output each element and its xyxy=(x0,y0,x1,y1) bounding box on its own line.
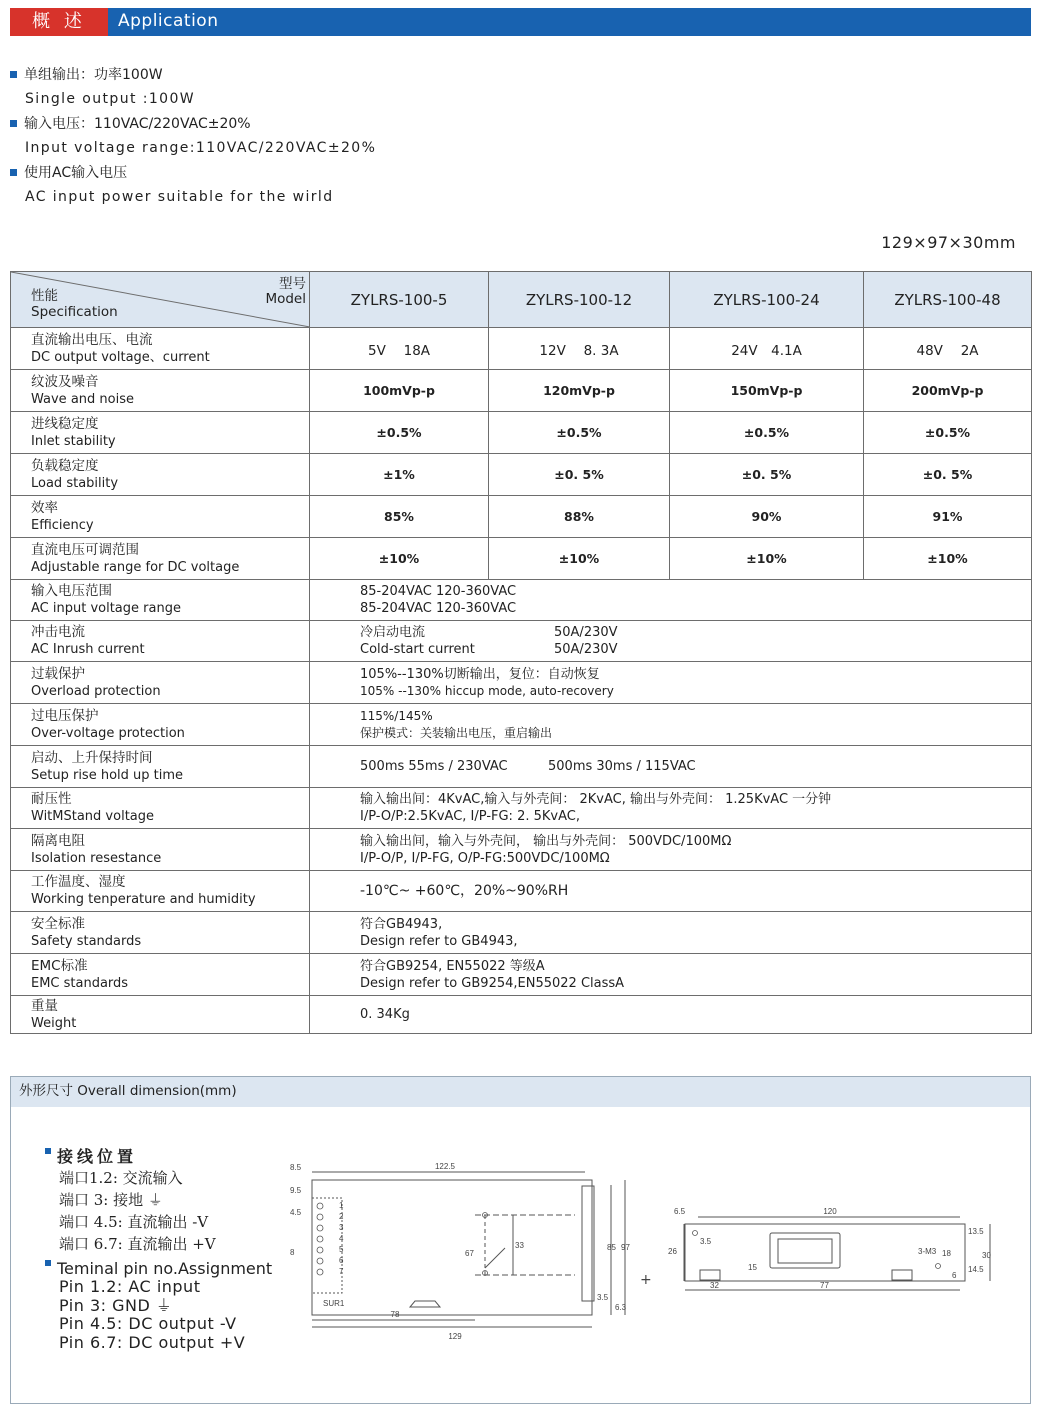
cell-text: Cold-start current xyxy=(360,642,475,657)
table-cell: 120mVp-p xyxy=(489,370,670,412)
table-cell: ±10% xyxy=(864,538,1032,580)
table-row xyxy=(11,829,1032,871)
bullet-en: AC input power suitable for the wirld xyxy=(25,189,334,205)
table-row xyxy=(11,704,1032,746)
table-cell: ±0. 5% xyxy=(670,454,864,496)
dim-r: 30 xyxy=(982,1251,991,1260)
row-label-en: Weight xyxy=(31,1015,77,1031)
dim-small: 8.5 xyxy=(290,1163,302,1172)
bullet-square-icon xyxy=(10,120,17,127)
bullet-cn: 单组输出：功率100W xyxy=(24,67,163,83)
row-label-cn: 直流输出电压、电流 xyxy=(31,331,153,348)
row-label-cn: 隔离电阻 xyxy=(31,832,85,849)
table-cell: ±0. 5% xyxy=(489,454,670,496)
section-title-cn: 概 述 xyxy=(10,8,108,36)
row-label-cn: 纹波及噪音 xyxy=(31,373,99,390)
bullet-square-icon xyxy=(45,1260,51,1266)
pin-number: 1 xyxy=(339,1201,344,1210)
dim-r: 13.5 xyxy=(968,1227,984,1236)
cell-line: 输入输出间：4KvAC,输入与外壳间： 2KvAC, 输出与外壳间： 1.25KvAC 一分钟 xyxy=(360,792,832,807)
dim-h1: 85 xyxy=(607,1243,616,1252)
row-label-en: Safety standards xyxy=(31,933,142,949)
dim-15: 15 xyxy=(748,1263,757,1272)
cell-line: 保护模式：关装输出电压，重启输出 xyxy=(360,725,553,740)
table-cell: ±0.5% xyxy=(310,412,489,454)
pin-item-cn: 端口 4.5: 直流输出 -V xyxy=(59,1213,209,1231)
bullet-square-icon xyxy=(10,169,17,176)
cell-line: 105%--130%切断输出，复位：自动恢复 xyxy=(360,666,600,682)
model-header: ZYLRS-100-5 xyxy=(310,272,489,328)
cell-line: Design refer to GB9254,EN55022 ClassA xyxy=(360,975,625,991)
table-row xyxy=(11,788,1032,829)
dim-65: 6.5 xyxy=(674,1207,686,1216)
model-header: ZYLRS-100-24 xyxy=(670,272,864,328)
table-row xyxy=(11,496,1032,538)
table-cell: 100mVp-p xyxy=(310,370,489,412)
table-row xyxy=(11,912,1032,954)
cell-line: 85-204VAC 120-360VAC xyxy=(360,601,517,616)
table-cell: 12V 8. 3A xyxy=(489,328,670,370)
dim-77: 77 xyxy=(820,1281,829,1290)
table-row xyxy=(11,996,1032,1034)
cell-line: 0. 34Kg xyxy=(360,1007,410,1022)
row-label-en: Wave and noise xyxy=(31,391,134,407)
row-label-cn: 耐压性 xyxy=(31,791,72,807)
row-label-en: Adjustable range for DC voltage xyxy=(31,559,240,575)
row-label-en: DC output voltage、current xyxy=(31,349,210,365)
row-label-en: WitMStand voltage xyxy=(31,809,155,824)
row-label-en: AC input voltage range xyxy=(31,601,181,616)
model-header: ZYLRS-100-48 xyxy=(864,272,1032,328)
row-label-cn: 过载保护 xyxy=(31,665,85,682)
table-cell: 150mVp-p xyxy=(670,370,864,412)
dim-sub: 78 xyxy=(390,1310,400,1319)
pin-item-en: Pin 1.2: AC input xyxy=(59,1277,201,1296)
cell-text: 500ms 55ms / 230VAC xyxy=(360,759,508,774)
overall-dimension-title: 外形尺寸 Overall dimension(mm) xyxy=(11,1077,1030,1107)
cell-line: I/P-O/P:2.5KvAC, I/P-FG: 2. 5KvAC, xyxy=(360,809,580,824)
table-cell: ±10% xyxy=(670,538,864,580)
table-cell: ±0. 5% xyxy=(864,454,1032,496)
row-label-en: Over-voltage protection xyxy=(31,725,185,741)
table-cell: ±0.5% xyxy=(489,412,670,454)
table-cell: ±0.5% xyxy=(864,412,1032,454)
bullet-2 xyxy=(10,115,376,157)
dim-width: 120 xyxy=(823,1207,837,1216)
model-label-en: Model xyxy=(265,291,306,307)
bullet-square-icon xyxy=(45,1148,51,1154)
dim-m35: 3.5 xyxy=(700,1237,712,1246)
dim-32: 32 xyxy=(710,1281,719,1290)
table-cell: ±0.5% xyxy=(670,412,864,454)
table-row xyxy=(11,621,1032,662)
cell-line: 符合GB4943, xyxy=(360,916,443,932)
pin-item-en: Pin 4.5: DC output -V xyxy=(59,1314,237,1333)
table-cell: 24V 4.1A xyxy=(670,328,864,370)
pin-number: 4 xyxy=(339,1234,344,1243)
cell-line: 115%/145% xyxy=(360,708,433,723)
cell-line: Design refer to GB4943, xyxy=(360,933,518,949)
cell-line: I/P-O/P, I/P-FG, O/P-FG:500VDC/100MΩ xyxy=(360,850,610,866)
dim-small: 4.5 xyxy=(290,1208,302,1217)
plus-sign: + xyxy=(640,1272,652,1288)
bullet-1 xyxy=(10,66,195,108)
pin-assignment xyxy=(45,1144,272,1352)
table-row xyxy=(11,454,1032,496)
table-row xyxy=(11,662,1032,704)
dim-63: 6.3 xyxy=(615,1303,627,1312)
table-row xyxy=(11,746,1032,788)
pin-item-cn: 端口 6.7: 直流输出 +V xyxy=(59,1235,216,1253)
row-label-cn: 进线稳定度 xyxy=(31,415,99,432)
dim-m3: 3-M3 xyxy=(918,1247,937,1256)
bullet-cn: 输入电压：110VAC/220VAC±20% xyxy=(24,116,251,132)
cell-text: 冷启动电流 xyxy=(360,625,426,640)
dim-h2: 97 xyxy=(621,1243,630,1252)
pin-title-cn: 接线位置 xyxy=(57,1147,138,1166)
table-cell: ±10% xyxy=(489,538,670,580)
row-label-cn: 直流电压可调范围 xyxy=(31,541,139,558)
dim-v67: 67 xyxy=(465,1249,474,1258)
row-label-cn: 负载稳定度 xyxy=(31,457,99,474)
dim-v33: 33 xyxy=(515,1241,524,1250)
dim-length: 129 xyxy=(448,1332,462,1341)
model-label-cn: 型号 xyxy=(279,276,306,292)
pin-item-en: Pin 3: GND ⏚ xyxy=(59,1295,173,1315)
table-cell: 90% xyxy=(670,496,864,538)
side-view-drawing xyxy=(660,1206,1005,1296)
table-row xyxy=(11,871,1032,912)
pin-item-cn: 端口 3: 接地 ⏚ xyxy=(59,1191,163,1209)
spec-label-cn: 性能 xyxy=(31,288,58,304)
table-cell: 48V 2A xyxy=(864,328,1032,370)
dim-small: 8 xyxy=(290,1248,295,1257)
row-label-cn: EMC标准 xyxy=(31,957,88,974)
row-label-en: Overload protection xyxy=(31,683,161,699)
row-label-cn: 工作温度、湿度 xyxy=(31,874,126,890)
dim-r: 6 xyxy=(952,1271,957,1280)
row-label-cn: 过电压保护 xyxy=(31,707,99,724)
bullet-cn: 使用AC输入电压 xyxy=(24,165,128,181)
cell-text: 50A/230V xyxy=(554,642,618,657)
pin-number: 2 xyxy=(339,1212,344,1221)
pin-title-en: Teminal pin no.Assignment xyxy=(57,1259,273,1278)
section-header xyxy=(10,8,1031,36)
cell-line: -10℃~ +60℃，20%~90%RH xyxy=(360,882,569,899)
bullet-3 xyxy=(10,164,334,206)
cell-line: 105% --130% hiccup mode, auto-recovery xyxy=(360,683,614,698)
spec-label-en: Specification xyxy=(31,304,118,320)
table-row xyxy=(11,538,1032,580)
terminal-label: SUR1 xyxy=(323,1299,345,1308)
bullet-square-icon xyxy=(10,71,17,78)
dim-r: 18 xyxy=(942,1249,951,1258)
row-label-en: Inlet stability xyxy=(31,433,116,449)
pin-number: 6 xyxy=(339,1256,344,1265)
spec-table xyxy=(10,271,1032,1034)
cell-text: 50A/230V xyxy=(554,625,618,640)
table-row xyxy=(11,328,1032,370)
table-row xyxy=(11,412,1032,454)
table-cell: ±10% xyxy=(310,538,489,580)
bullet-en: Single output :100W xyxy=(25,91,195,107)
pin-item-en: Pin 6.7: DC output +V xyxy=(59,1332,246,1352)
product-dimensions: 129×97×30mm xyxy=(881,233,1016,252)
table-cell: ±1% xyxy=(310,454,489,496)
dim-35: 3.5 xyxy=(597,1293,609,1302)
pin-number: 3 xyxy=(339,1223,344,1232)
top-view-outline xyxy=(312,1180,592,1315)
pin-number: 7 xyxy=(339,1267,344,1276)
dim-r: 14.5 xyxy=(968,1265,984,1274)
table-row xyxy=(11,370,1032,412)
row-label-cn: 输入电压范围 xyxy=(31,583,112,599)
row-label-cn: 安全标准 xyxy=(31,915,85,932)
row-label-en: Isolation resestance xyxy=(31,850,162,866)
pin-item-cn: 端口1.2: 交流输入 xyxy=(59,1169,183,1187)
row-label-cn: 效率 xyxy=(31,499,58,516)
table-header-row xyxy=(11,272,1032,328)
row-label-cn: 重量 xyxy=(31,997,58,1014)
cell-text: 500ms 30ms / 115VAC xyxy=(548,759,696,774)
row-label-en: Setup rise hold up time xyxy=(31,767,184,783)
row-label-en: AC Inrush current xyxy=(31,642,145,657)
dim-small: 9.5 xyxy=(290,1186,302,1195)
dim-width: 122.5 xyxy=(434,1162,456,1171)
section-title-en: Application xyxy=(118,11,219,31)
cell-line: 符合GB9254, EN55022 等级A xyxy=(360,958,545,974)
row-label-en: Efficiency xyxy=(31,517,94,533)
table-cell: 91% xyxy=(864,496,1032,538)
table-row xyxy=(11,954,1032,996)
model-header: ZYLRS-100-12 xyxy=(489,272,670,328)
row-label-cn: 冲击电流 xyxy=(31,624,85,640)
table-cell: 5V 18A xyxy=(310,328,489,370)
row-label-en: EMC standards xyxy=(31,975,129,991)
spec-model-corner xyxy=(11,272,310,328)
row-label-cn: 启动、上升保持时间 xyxy=(31,749,153,766)
row-label-en: Working tenperature and humidity xyxy=(31,892,256,907)
cell-line: 85-204VAC 120-360VAC xyxy=(360,584,517,599)
row-label-en: Load stability xyxy=(31,475,119,491)
table-cell: 200mVp-p xyxy=(864,370,1032,412)
table-cell: 88% xyxy=(489,496,670,538)
table-cell: 85% xyxy=(310,496,489,538)
pin-number: 5 xyxy=(339,1245,344,1254)
bullet-en: Input voltage range:110VAC/220VAC±20% xyxy=(25,140,377,156)
table-row xyxy=(11,580,1032,621)
dim-26: 26 xyxy=(668,1247,677,1256)
top-view-drawing xyxy=(285,1160,640,1350)
cell-line: 输入输出间，输入与外壳间， 输出与外壳间： 500VDC/100MΩ xyxy=(360,833,732,849)
